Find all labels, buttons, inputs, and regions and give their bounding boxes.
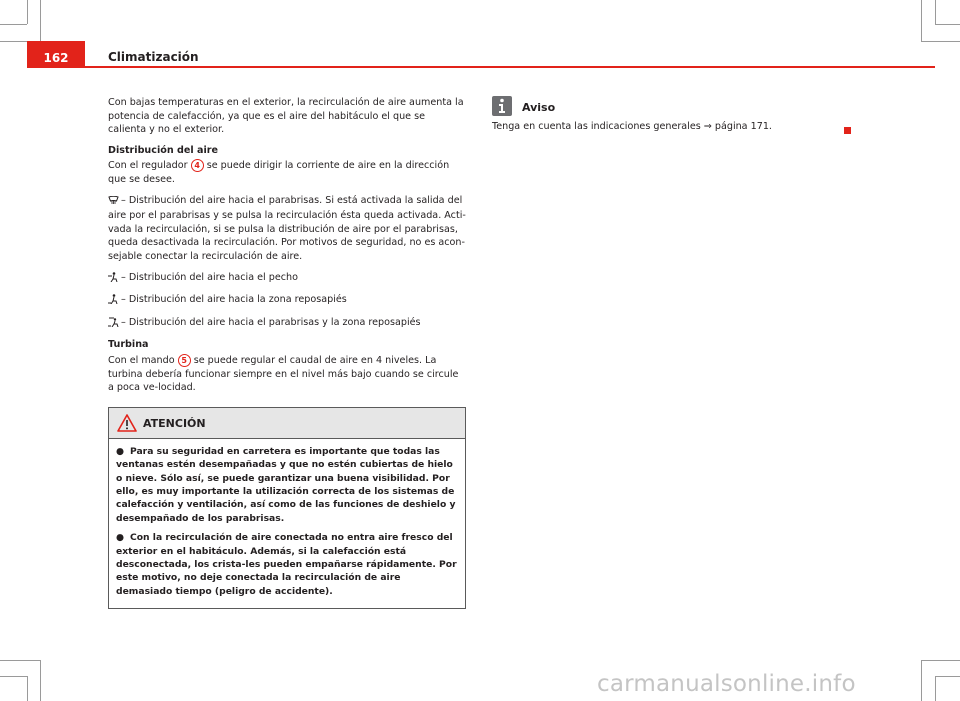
crop-mark <box>935 24 960 25</box>
warning-item <box>116 445 458 525</box>
text: Con el regulador <box>108 160 188 172</box>
warning-box <box>108 407 466 609</box>
chest-paragraph <box>108 271 466 287</box>
crop-mark <box>27 0 28 24</box>
crop-mark <box>0 676 27 677</box>
air-distribution-paragraph <box>108 159 466 186</box>
air-to-chest-icon <box>108 272 119 287</box>
warning-item <box>116 531 458 598</box>
page-title: Climatización <box>108 50 199 64</box>
crop-mark <box>921 41 960 42</box>
fan-paragraph <box>108 354 466 395</box>
warning-label: ATENCIÓN <box>143 416 206 430</box>
crop-mark <box>0 660 40 661</box>
crop-mark <box>921 0 922 41</box>
crop-mark <box>40 660 41 701</box>
feet-paragraph <box>108 293 466 309</box>
crop-mark <box>40 0 41 41</box>
crop-mark <box>935 676 936 701</box>
fan-heading: Turbina <box>108 339 149 351</box>
text: – Distribución del aire hacia la zona reposapiés <box>121 294 347 306</box>
note-label: Aviso <box>522 101 556 114</box>
windshield-defrost-icon <box>108 196 119 210</box>
text: Para su seguridad en carretera es importante que todas las ventanas estén desempañadas y que no estén cubiertas de hielo o nieve. Sólo así, se puede garantizar una buena visibilidad. Por ello, es muy importante la utilización correcta de los sistemas de calefacción y ventilación, así como de las funciones de deshielo y desempañado de los parabrisas. <box>116 445 456 524</box>
windshield-feet-paragraph <box>108 316 466 332</box>
page-number: 162 <box>27 41 85 67</box>
bullet: ● <box>116 445 125 457</box>
text: Con el mando <box>108 354 175 366</box>
bullet: ● <box>116 532 125 544</box>
intro-paragraph: Con bajas temperaturas en el exterior, la recirculación de aire aumenta la potencia de calefacción, ya que es el aire del habitáculo el que se calienta y no el exterior. <box>108 97 464 136</box>
info-icon <box>492 96 512 120</box>
control-4-marker: 4 <box>191 159 204 172</box>
right-column <box>492 96 842 141</box>
text: – Distribución del aire hacia el pecho <box>121 271 298 283</box>
note-header <box>492 96 842 116</box>
text: se puede regular el caudal de aire en 4 niveles. La turbina debería funcionar siempre en el nivel más bajo cuando se circule a poca ve-locidad. <box>108 354 459 394</box>
control-5-marker: 5 <box>178 354 191 367</box>
warning-triangle-icon <box>117 414 137 436</box>
crop-mark <box>27 676 28 701</box>
crop-mark <box>935 676 960 677</box>
text: – Distribución del aire hacia el parabrisas y la zona reposapiés <box>121 316 421 328</box>
end-of-section-marker <box>844 127 851 134</box>
crop-mark <box>935 0 936 24</box>
crop-mark <box>921 660 922 701</box>
crop-mark <box>921 660 960 661</box>
crop-mark <box>0 24 27 25</box>
text: – Distribución del aire hacia el parabrisas. Si está activada la salida del aire por el parabrisas y se pulsa la recirculación ésta queda activada. Acti-vada la recirculación, si se pulsa la distribución de aire por el parabrisas, queda desactivada la recirculación. Por motivos de seguridad, no es acon-sejable conectar la recirculación de aire. <box>108 194 466 262</box>
windshield-paragraph <box>108 194 466 264</box>
note-text: Tenga en cuenta las indicaciones generales ⇒ página 171. <box>492 121 772 132</box>
air-distribution-heading: Distribución del aire <box>108 144 219 156</box>
windshield-and-feet-icon <box>108 317 119 332</box>
air-to-feet-icon <box>108 294 119 309</box>
warning-header <box>109 408 465 439</box>
text: se puede dirigir la corriente de aire en la dirección que se desee. <box>108 160 450 185</box>
text: Con la recirculación de aire conectada no entra aire fresco del exterior en el habitáculo. Además, si la calefacción está desconectada, los crista-les pueden empañarse rápidamente. Por este motivo, no deje conectada la recirculación de aire demasiado tiempo (peligro de accidente). <box>116 532 457 597</box>
header-divider <box>27 66 935 68</box>
left-column <box>108 96 466 609</box>
warning-body <box>109 439 465 608</box>
watermark: carmanualsonline.info <box>597 671 856 697</box>
